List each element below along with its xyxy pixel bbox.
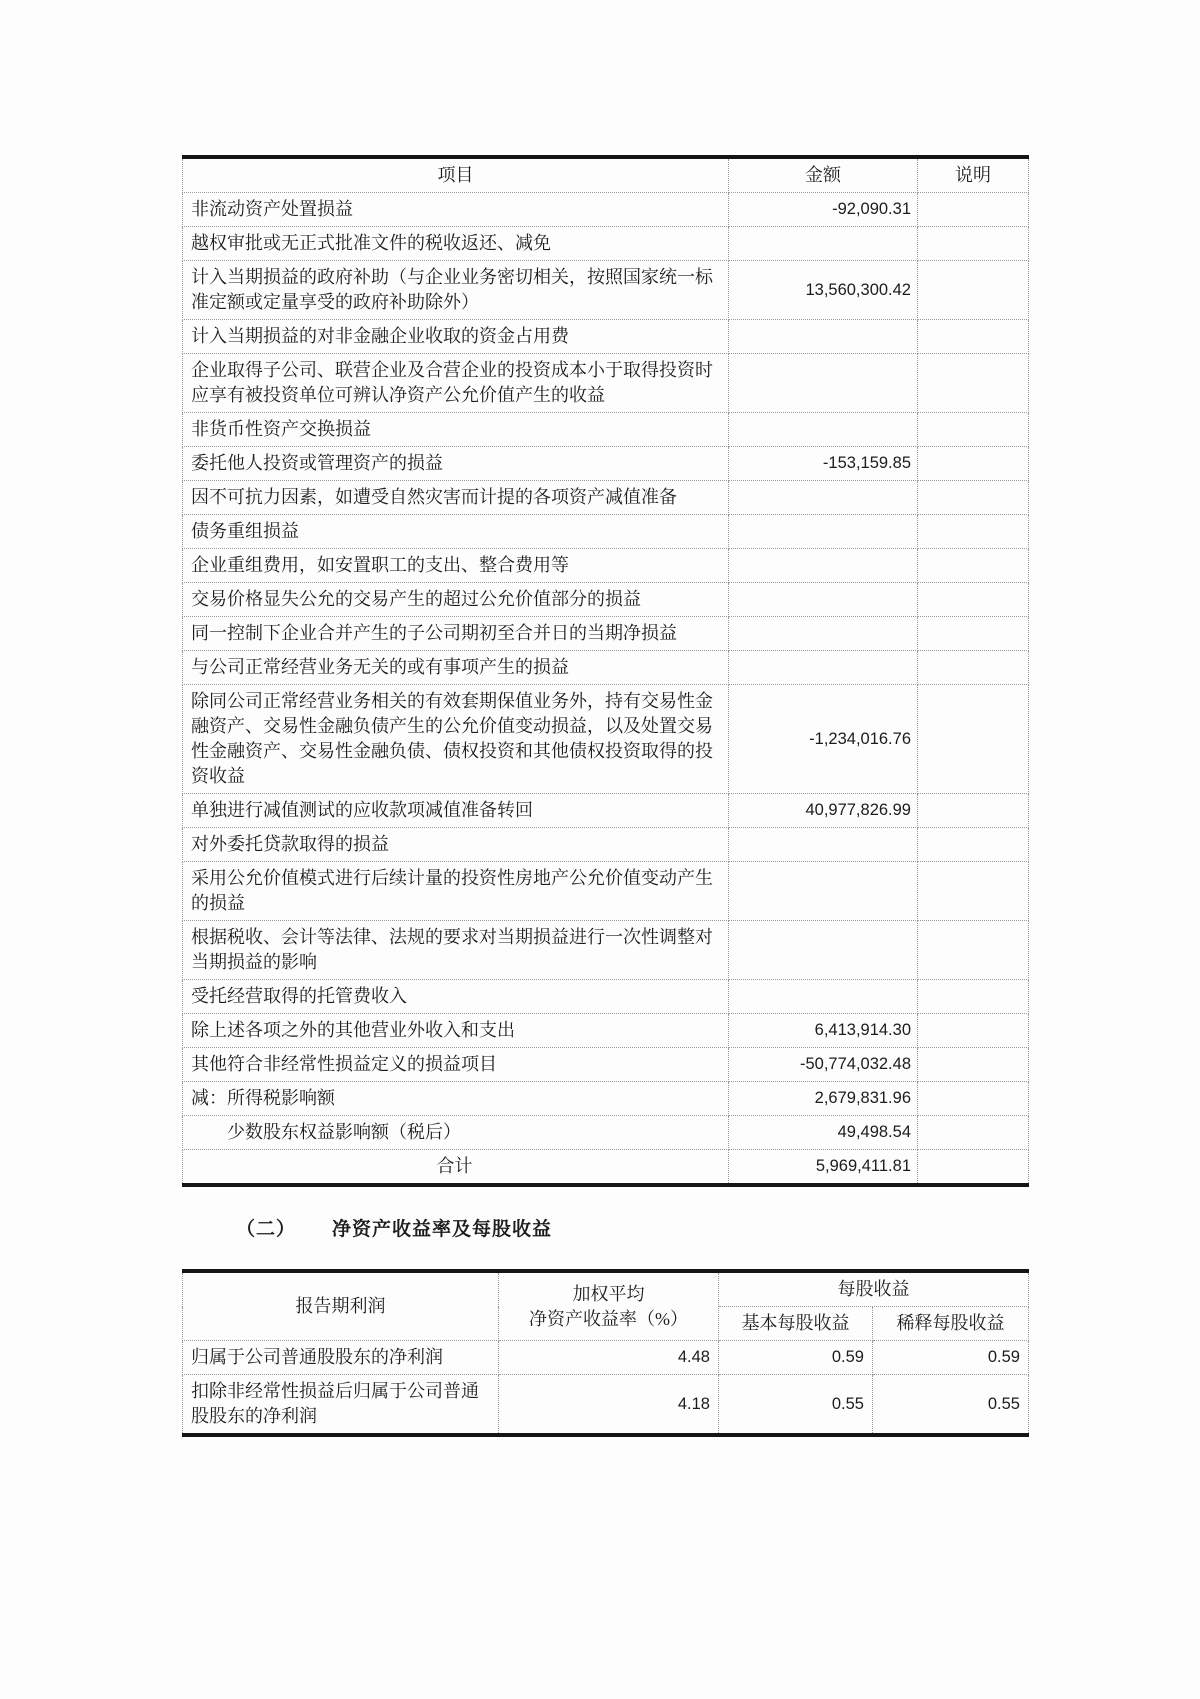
- basic-eps-cell: 0.59: [719, 1341, 873, 1375]
- note-cell: [918, 1048, 1029, 1082]
- note-cell: [918, 1014, 1029, 1048]
- amount-cell: [729, 862, 918, 921]
- basic-eps-header: 基本每股收益: [719, 1307, 873, 1341]
- item-column-header: 项目: [183, 157, 729, 193]
- amount-cell: [729, 617, 918, 651]
- table-row: [183, 447, 1029, 481]
- item-cell: 受托经营取得的托管费收入: [183, 980, 729, 1014]
- table-row: [183, 320, 1029, 354]
- item-cell: 因不可抗力因素，如遭受自然灾害而计提的各项资产减值准备: [183, 481, 729, 515]
- item-cell: 企业取得子公司、联营企业及合营企业的投资成本小于取得投资时应享有被投资单位可辨认净资产公允价值产生的收益: [183, 354, 729, 413]
- roe-eps-header-row-1: [183, 1271, 1029, 1307]
- table-row: [183, 1116, 1029, 1150]
- note-cell: [918, 261, 1029, 320]
- item-cell: 与公司正常经营业务无关的或有事项产生的损益: [183, 651, 729, 685]
- diluted-eps-cell: 0.55: [873, 1375, 1029, 1436]
- item-cell: 根据税收、会计等法律、法规的要求对当期损益进行一次性调整对当期损益的影响: [183, 921, 729, 980]
- amount-cell: -50,774,032.48: [729, 1048, 918, 1082]
- table-row: [183, 1375, 1029, 1436]
- note-cell: [918, 413, 1029, 447]
- note-cell: [918, 794, 1029, 828]
- non-recurring-items-table: [182, 155, 1029, 1187]
- non-recurring-items-body: [183, 193, 1029, 1186]
- amount-cell: [729, 227, 918, 261]
- note-cell: [918, 515, 1029, 549]
- item-cell: 合计: [183, 1150, 729, 1186]
- table-row: [183, 515, 1029, 549]
- table-row: [183, 685, 1029, 794]
- amount-cell: [729, 583, 918, 617]
- amount-cell: [729, 828, 918, 862]
- weighted-roe-cell: 4.18: [499, 1375, 719, 1436]
- item-cell: 采用公允价值模式进行后续计量的投资性房地产公允价值变动产生的损益: [183, 862, 729, 921]
- note-cell: [918, 583, 1029, 617]
- note-cell: [918, 862, 1029, 921]
- note-cell: [918, 921, 1029, 980]
- amount-cell: [729, 651, 918, 685]
- amount-cell: 40,977,826.99: [729, 794, 918, 828]
- table-row: [183, 354, 1029, 413]
- note-cell: [918, 980, 1029, 1014]
- table-row: [183, 862, 1029, 921]
- diluted-eps-header: 稀释每股收益: [873, 1307, 1029, 1341]
- amount-cell: [729, 515, 918, 549]
- table-row: [183, 921, 1029, 980]
- amount-cell: -153,159.85: [729, 447, 918, 481]
- note-cell: [918, 651, 1029, 685]
- page-content: [182, 155, 1028, 1437]
- item-cell: 少数股东权益影响额（税后）: [183, 1116, 729, 1150]
- eps-group-header: 每股收益: [719, 1271, 1029, 1307]
- item-cell: 非货币性资产交换损益: [183, 413, 729, 447]
- table-row: [183, 193, 1029, 227]
- item-cell: 对外委托贷款取得的损益: [183, 828, 729, 862]
- table-row: [183, 413, 1029, 447]
- profit-label-cell: 扣除非经常性损益后归属于公司普通股股东的净利润: [183, 1375, 499, 1436]
- note-cell: [918, 1116, 1029, 1150]
- table-row: [183, 261, 1029, 320]
- item-cell: 除上述各项之外的其他营业外收入和支出: [183, 1014, 729, 1048]
- item-cell: 单独进行减值测试的应收款项减值准备转回: [183, 794, 729, 828]
- item-cell: 其他符合非经常性损益定义的损益项目: [183, 1048, 729, 1082]
- amount-cell: 2,679,831.96: [729, 1082, 918, 1116]
- amount-cell: [729, 481, 918, 515]
- note-cell: [918, 1150, 1029, 1186]
- weighted-roe-header-line1: 加权平均: [572, 1283, 645, 1304]
- amount-cell: -92,090.31: [729, 193, 918, 227]
- amount-cell: 5,969,411.81: [729, 1150, 918, 1186]
- item-cell: 企业重组费用，如安置职工的支出、整合费用等: [183, 549, 729, 583]
- table-row: [183, 549, 1029, 583]
- table-row: [183, 617, 1029, 651]
- item-cell: 计入当期损益的对非金融企业收取的资金占用费: [183, 320, 729, 354]
- table-row: [183, 227, 1029, 261]
- table-row: [183, 583, 1029, 617]
- table-row: [183, 794, 1029, 828]
- item-cell: 委托他人投资或管理资产的损益: [183, 447, 729, 481]
- amount-cell: 6,413,914.30: [729, 1014, 918, 1048]
- item-cell: 非流动资产处置损益: [183, 193, 729, 227]
- amount-cell: [729, 921, 918, 980]
- amount-cell: 13,560,300.42: [729, 261, 918, 320]
- table-row: [183, 1150, 1029, 1186]
- basic-eps-cell: 0.55: [719, 1375, 873, 1436]
- note-cell: [918, 447, 1029, 481]
- amount-cell: -1,234,016.76: [729, 685, 918, 794]
- note-cell: [918, 549, 1029, 583]
- amount-column-header: 金额: [729, 157, 918, 193]
- table-row: [183, 1048, 1029, 1082]
- note-cell: [918, 685, 1029, 794]
- item-cell: 越权审批或无正式批准文件的税收返还、减免: [183, 227, 729, 261]
- section-heading: [182, 1217, 1028, 1243]
- section-title: 净资产收益率及每股收益: [332, 1219, 553, 1240]
- item-cell: 除同公司正常经营业务相关的有效套期保值业务外，持有交易性金融资产、交易性金融负债产生的公允价值变动损益，以及处置交易性金融资产、交易性金融负债、债权投资和其他债权投资取得的投资收益: [183, 685, 729, 794]
- roe-eps-table: [182, 1269, 1029, 1437]
- report-period-profit-header: 报告期利润: [183, 1271, 499, 1341]
- note-column-header: 说明: [918, 157, 1029, 193]
- table-row: [183, 481, 1029, 515]
- amount-cell: [729, 354, 918, 413]
- amount-cell: [729, 413, 918, 447]
- weighted-roe-header: [499, 1271, 719, 1341]
- item-cell: 债务重组损益: [183, 515, 729, 549]
- table-row: [183, 828, 1029, 862]
- table-row: [183, 1341, 1029, 1375]
- table-row: [183, 1014, 1029, 1048]
- table-row: [183, 651, 1029, 685]
- item-cell: 同一控制下企业合并产生的子公司期初至合并日的当期净损益: [183, 617, 729, 651]
- table-row: [183, 1082, 1029, 1116]
- amount-cell: [729, 320, 918, 354]
- weighted-roe-cell: 4.48: [499, 1341, 719, 1375]
- note-cell: [918, 320, 1029, 354]
- table-header-row: [183, 157, 1029, 193]
- amount-cell: [729, 549, 918, 583]
- note-cell: [918, 227, 1029, 261]
- profit-label-cell: 归属于公司普通股股东的净利润: [183, 1341, 499, 1375]
- item-cell: 计入当期损益的政府补助（与企业业务密切相关，按照国家统一标准定额或定量享受的政府补助除外）: [183, 261, 729, 320]
- table-row: [183, 980, 1029, 1014]
- note-cell: [918, 193, 1029, 227]
- roe-eps-body: [183, 1341, 1029, 1436]
- weighted-roe-header-line2: 净资产收益率（%）: [529, 1308, 688, 1329]
- amount-cell: [729, 980, 918, 1014]
- item-cell: 减：所得税影响额: [183, 1082, 729, 1116]
- diluted-eps-cell: 0.59: [873, 1341, 1029, 1375]
- note-cell: [918, 481, 1029, 515]
- section-number: （二）: [236, 1219, 297, 1240]
- item-cell: 交易价格显失公允的交易产生的超过公允价值部分的损益: [183, 583, 729, 617]
- note-cell: [918, 1082, 1029, 1116]
- note-cell: [918, 617, 1029, 651]
- note-cell: [918, 354, 1029, 413]
- note-cell: [918, 828, 1029, 862]
- amount-cell: 49,498.54: [729, 1116, 918, 1150]
